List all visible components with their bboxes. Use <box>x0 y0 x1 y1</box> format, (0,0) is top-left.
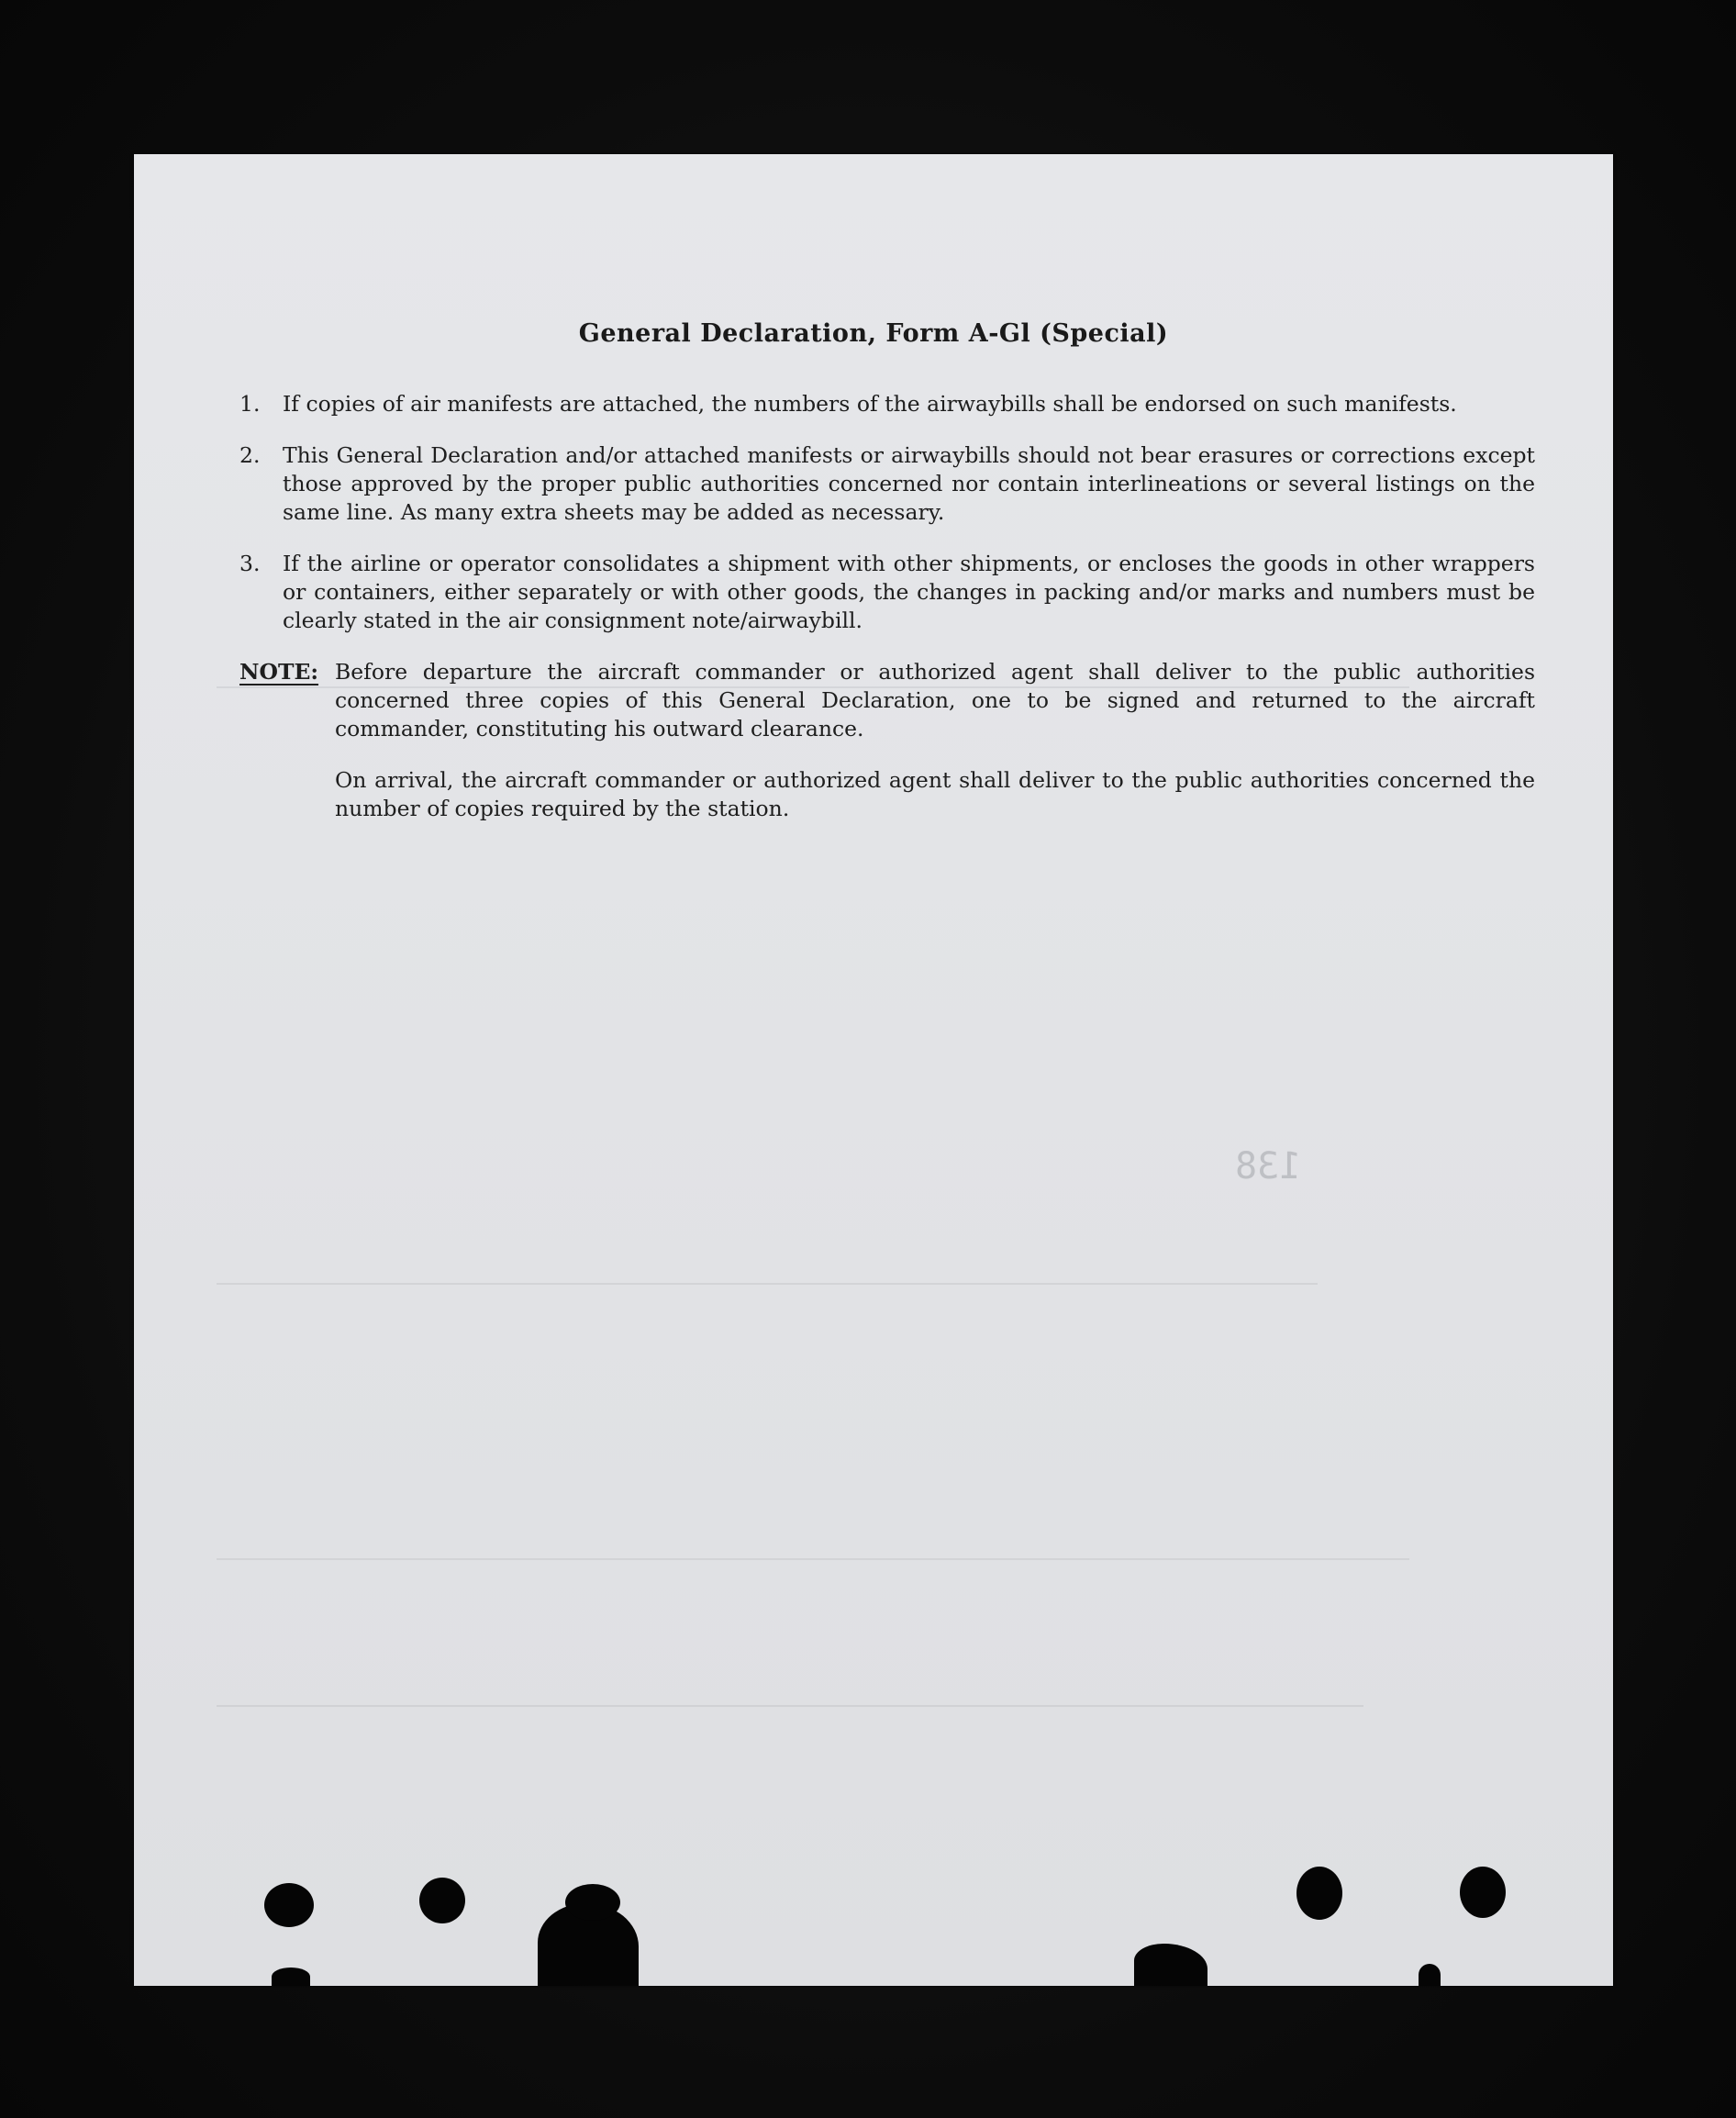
binder-hole <box>1460 1867 1506 1918</box>
show-through-line <box>217 1283 1318 1285</box>
show-through-number: 138 <box>1235 1145 1302 1187</box>
item-text: This General Declaration and/or attached manifests or airwaybills should not bear erasures or corrections except those approved by the proper public authorities concerned nor contain interlineations or several listings on the same line. As many extra sheets may be added as necessary. <box>283 442 1535 525</box>
binder-hole <box>419 1878 465 1923</box>
instruction-item-1 <box>239 390 1535 418</box>
note-block <box>239 658 1535 743</box>
instruction-item-3 <box>239 550 1535 635</box>
note-text: Before departure the aircraft commander or authorized agent shall deliver to the public authorities concerned three copies of this General Declaration, one to be signed and returned to the aircraft commander, constituting his outward clearance. <box>335 659 1535 741</box>
form-title: General Declaration, Form A-Gl (Special) <box>578 319 1169 348</box>
torn-edge <box>1419 1964 1441 1986</box>
item-number: 3. <box>239 551 261 576</box>
torn-edge <box>1134 1944 1207 1986</box>
item-text: If copies of air manifests are attached, the numbers of the airwaybills shall be endorsed on such manifests. <box>283 391 1457 417</box>
show-through-line <box>217 1558 1409 1560</box>
item-text: If the airline or operator consolidates a shipment with other shipments, or encloses the goods in other wrappers or containers, either separately or with other goods, the changes in packing and/or marks and numbers must be clearly stated in the air consignment note/airwaybill. <box>283 551 1535 633</box>
item-number: 1. <box>239 391 261 417</box>
note-label: NOTE: <box>239 659 319 685</box>
document-page <box>134 154 1613 1986</box>
item-number: 2. <box>239 442 261 468</box>
instruction-item-2 <box>239 441 1535 527</box>
binder-hole <box>264 1883 314 1927</box>
torn-edge <box>565 1884 620 1921</box>
torn-edge <box>272 1968 310 1986</box>
note-arrival-text: On arrival, the aircraft commander or authorized agent shall deliver to the public authorities concerned the number of copies required by the station. <box>335 767 1535 821</box>
binder-hole <box>1296 1867 1342 1920</box>
show-through-line <box>217 1705 1363 1707</box>
